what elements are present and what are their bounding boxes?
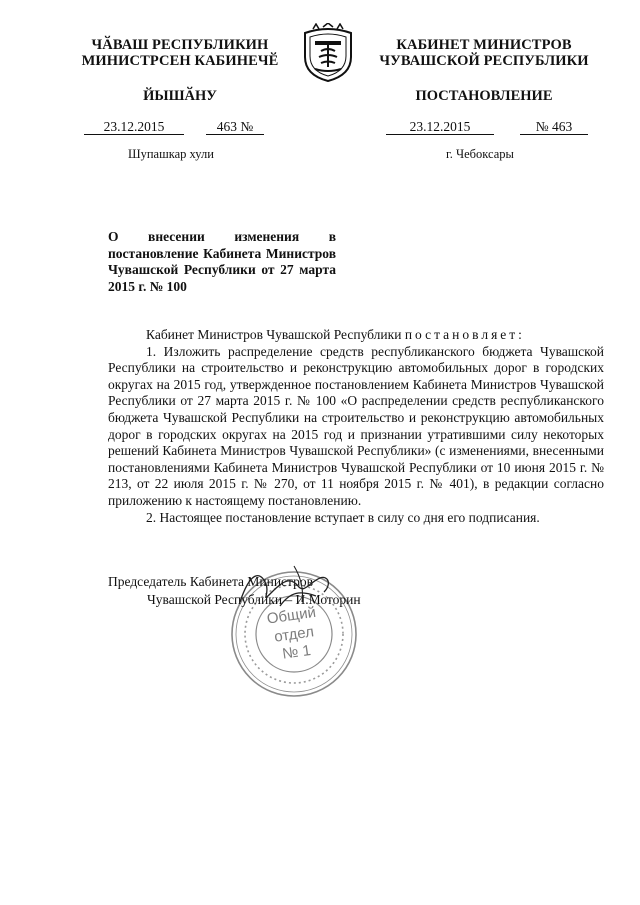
right-number: № 463: [520, 119, 588, 135]
header-right-line1: КАБИНЕТ МИНИСТРОВ: [396, 37, 572, 53]
stamp-line1: Общий: [265, 603, 318, 628]
header-right-org: [366, 37, 602, 69]
header-right-doc-type: ПОСТАНОВЛЕНИЕ: [415, 88, 553, 104]
stamp-line2: отдел: [273, 623, 315, 646]
right-city: г. Чебоксары: [446, 147, 514, 161]
stamp-line3: № 1: [281, 641, 312, 663]
header-right-line2: ЧУВАШСКОЙ РЕСПУБЛИКИ: [379, 53, 589, 69]
left-city: Шупашкар хули: [128, 147, 214, 161]
handwritten-signature: [220, 562, 350, 612]
body-intro: Кабинет Министров Чувашской Республики постановляет:: [146, 327, 525, 342]
left-date: 23.12.2015: [84, 119, 184, 135]
body-paragraph-1: 1. Изложить распределение средств республиканского бюджета Чувашской Республики на строительство и реконструкцию автомобильных дорог в городских округах на 2015 год, утвержденное постановлением Кабинета Министров Чувашской Республики от 27 марта 2015 г. № 100 «О распределении средств республиканского бюджета Чувашской Республики на строительство и реконструкцию автомобильных дорог в городских округах на 2015 год и признании утратившими силу некоторых решений Кабинета Министров Чувашской Республики» (с изменениями, внесенными постановлениями Кабинета Министров Чувашской Республики от 10 июня 2015 г. № 213, от 22 июля 2015 г. № 270, от 11 ноября 2015 г. № 401), в редакции согласно приложению к настоящему постановлению.: [108, 343, 604, 508]
header-left-doc-type: ЙЫШӐНУ: [143, 88, 217, 104]
chuvash-emblem-icon: [301, 23, 355, 83]
left-number: 463 №: [206, 119, 264, 135]
header-left-line2: МИНИСТРСЕН КАБИНЕЧӖ: [81, 53, 279, 69]
header-left-org: [70, 37, 290, 69]
document-body: [108, 327, 604, 526]
signature-title-line1: Председатель Кабинета Министров: [108, 574, 313, 589]
right-date: 23.12.2015: [386, 119, 494, 135]
header-left-line1: ЧӐВАШ РЕСПУБЛИКИН: [91, 37, 269, 53]
signature-title-line2: Чувашской Республики – И.Моторин: [147, 592, 361, 607]
document-subject: О внесении изменения в постановление Кабинета Министров Чувашской Республики от 27 марта 2015 г. № 100: [108, 229, 336, 294]
body-paragraph-2: 2. Настоящее постановление вступает в силу со дня его подписания.: [146, 509, 540, 525]
